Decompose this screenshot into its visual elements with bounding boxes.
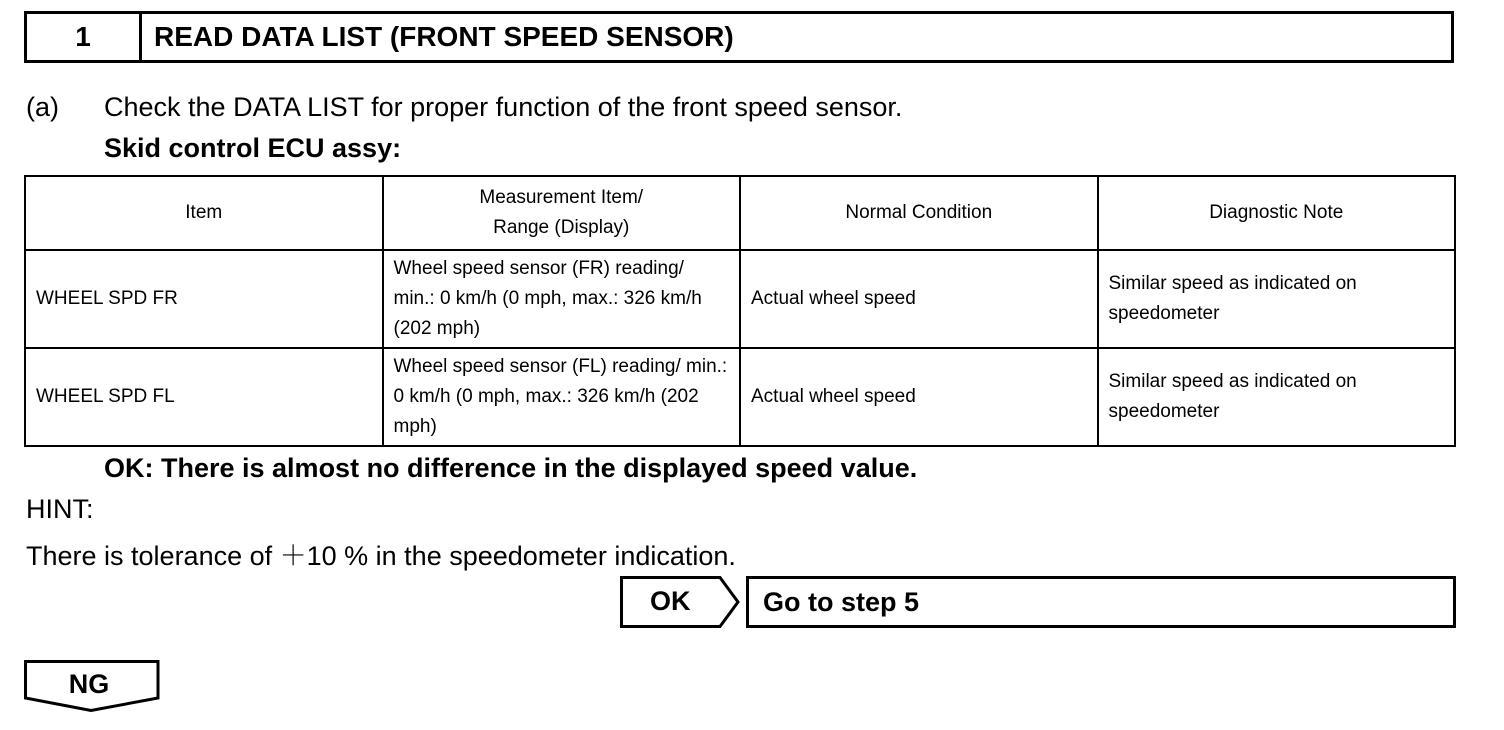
go-to-step-action: Go to step 5 bbox=[746, 576, 1456, 628]
cell-normal-condition: Actual wheel speed bbox=[740, 348, 1098, 446]
cell-normal-condition: Actual wheel speed bbox=[740, 250, 1098, 348]
ng-label: NG bbox=[68, 669, 110, 699]
cell-item: WHEEL SPD FL bbox=[25, 348, 383, 446]
data-list-table bbox=[24, 175, 1456, 447]
ng-branch bbox=[24, 660, 160, 712]
cell-item: WHEEL SPD FR bbox=[25, 250, 383, 348]
cell-measurement: Wheel speed sensor (FL) reading/ min.: 0 km/h (0 mph, max.: 326 km/h (202 mph) bbox=[383, 348, 741, 446]
header-diagnostic-note: Diagnostic Note bbox=[1098, 176, 1456, 250]
header-measurement bbox=[383, 176, 741, 250]
step-header bbox=[24, 11, 1454, 63]
subheading: Skid control ECU assy: bbox=[104, 133, 402, 163]
ok-condition: OK: There is almost no difference in the displayed speed value. bbox=[104, 453, 918, 483]
header-measurement-line1: Measurement Item/ bbox=[479, 187, 644, 208]
table-row bbox=[25, 250, 1455, 348]
header-normal-condition: Normal Condition bbox=[740, 176, 1098, 250]
header-measurement-line2: Range (Display) bbox=[493, 217, 630, 238]
table-row bbox=[25, 348, 1455, 446]
instruction-marker: (a) bbox=[26, 92, 59, 122]
hint-text: There is tolerance of ＋10 % in the speedometer indication. bbox=[26, 541, 736, 571]
hint-label: HINT: bbox=[26, 494, 94, 524]
cell-diagnostic-note: Similar speed as indicated on speedometer bbox=[1098, 250, 1456, 348]
instruction-text: Check the DATA LIST for proper function of the front speed sensor. bbox=[104, 92, 903, 122]
step-number: 1 bbox=[27, 14, 142, 60]
table-header-row bbox=[25, 176, 1455, 250]
cell-diagnostic-note: Similar speed as indicated on speedometer bbox=[1098, 348, 1456, 446]
step-title: READ DATA LIST (FRONT SPEED SENSOR) bbox=[154, 21, 734, 52]
ok-label: OK bbox=[650, 586, 691, 616]
cell-measurement: Wheel speed sensor (FR) reading/ min.: 0 km/h (0 mph, max.: 326 km/h (202 mph) bbox=[383, 250, 741, 348]
header-item: Item bbox=[25, 176, 383, 250]
ok-branch bbox=[620, 576, 740, 628]
